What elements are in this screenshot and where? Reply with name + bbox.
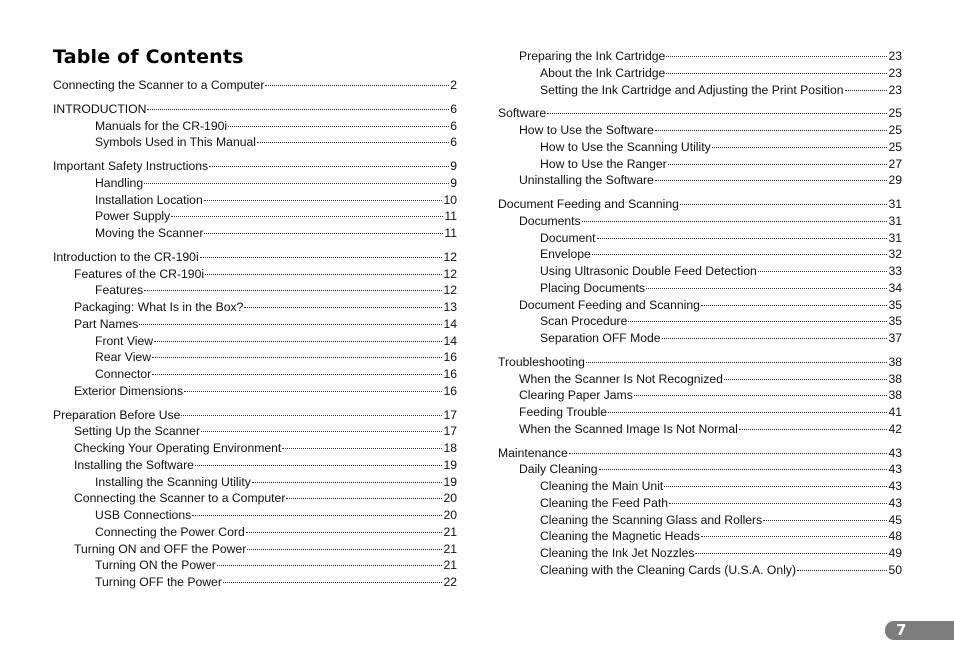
toc-entry[interactable] bbox=[53, 457, 457, 474]
dot-leader bbox=[599, 469, 888, 470]
toc-entry-label: Document Feeding and Scanning bbox=[519, 297, 700, 312]
dot-leader bbox=[646, 288, 887, 289]
dot-leader bbox=[701, 305, 888, 306]
toc-entry-label: Features of the CR-190i bbox=[74, 266, 205, 281]
toc-entry-page: 25 bbox=[888, 106, 902, 121]
toc-entry-label: Clearing Paper Jams bbox=[519, 388, 633, 403]
toc-entry-page: 16 bbox=[443, 350, 457, 365]
dot-leader bbox=[597, 238, 888, 239]
dot-leader bbox=[152, 357, 442, 358]
dot-leader bbox=[668, 164, 888, 165]
toc-entry-page: 49 bbox=[888, 546, 902, 560]
toc-entry-label: Envelope bbox=[540, 247, 591, 262]
toc-entry[interactable] bbox=[498, 545, 902, 562]
dot-leader bbox=[144, 183, 449, 184]
toc-entry-page: 21 bbox=[443, 558, 457, 573]
toc-entry[interactable] bbox=[53, 333, 457, 350]
toc-entry[interactable] bbox=[498, 246, 902, 263]
toc-entry-label: Preparation Before Use bbox=[53, 407, 181, 422]
toc-entry-page: 31 bbox=[888, 213, 902, 228]
toc-entry-label: Exterior Dimensions bbox=[74, 383, 184, 398]
toc-entry[interactable] bbox=[53, 574, 457, 591]
dot-leader bbox=[582, 221, 888, 222]
toc-entry[interactable] bbox=[498, 512, 902, 529]
toc-entry-page: 18 bbox=[443, 441, 457, 455]
toc-entry[interactable] bbox=[498, 528, 902, 545]
toc-entry[interactable] bbox=[498, 230, 902, 247]
toc-entry[interactable] bbox=[53, 490, 457, 507]
toc-entry-page: 43 bbox=[888, 462, 902, 477]
dot-leader bbox=[139, 324, 442, 325]
toc-entry-label: Checking Your Operating Environment bbox=[74, 441, 282, 455]
toc-entry[interactable] bbox=[498, 354, 902, 371]
toc-entry-page: 42 bbox=[888, 421, 902, 436]
toc-entry-label: Turning ON the Power bbox=[95, 558, 216, 573]
toc-entry[interactable] bbox=[498, 139, 902, 156]
toc-entry-label: Connecting the Scanner to a Computer bbox=[74, 491, 286, 506]
toc-entry[interactable] bbox=[498, 196, 902, 213]
toc-entry-label: Connecting the Scanner to a Computer bbox=[53, 78, 265, 92]
toc-entry[interactable] bbox=[498, 495, 902, 512]
toc-entry-label: How to Use the Software bbox=[519, 123, 654, 137]
dot-leader bbox=[695, 553, 887, 554]
toc-entry[interactable] bbox=[53, 349, 457, 366]
dot-leader bbox=[845, 90, 888, 91]
toc-entry[interactable] bbox=[53, 77, 457, 94]
toc-entry-page: 12 bbox=[443, 283, 457, 298]
toc-entry[interactable] bbox=[498, 122, 902, 139]
toc-entry[interactable] bbox=[498, 105, 902, 122]
toc-entry[interactable] bbox=[498, 263, 902, 280]
toc-entry-page: 11 bbox=[444, 226, 457, 240]
dot-leader bbox=[205, 274, 442, 275]
toc-entry[interactable] bbox=[53, 101, 457, 118]
toc-entry[interactable] bbox=[53, 192, 457, 209]
dot-leader bbox=[739, 429, 888, 430]
toc-entry[interactable] bbox=[53, 175, 457, 192]
toc-entry-page: 23 bbox=[888, 49, 902, 63]
toc-entry-page: 6 bbox=[450, 101, 457, 116]
dot-leader bbox=[628, 321, 887, 322]
toc-entry-label: Scan Procedure bbox=[540, 314, 628, 329]
toc-entry-page: 43 bbox=[888, 495, 902, 510]
toc-entry-page: 19 bbox=[443, 457, 457, 472]
toc-entry-label: Cleaning the Magnetic Heads bbox=[540, 529, 700, 544]
dot-leader bbox=[144, 290, 442, 291]
toc-entry-label: Handling bbox=[95, 175, 144, 190]
toc-entry-label: Power Supply bbox=[95, 209, 171, 224]
toc-entry-label: How to Use the Ranger bbox=[540, 156, 667, 171]
toc-entry-page: 14 bbox=[443, 316, 457, 331]
toc-entry-page: 2 bbox=[450, 78, 457, 92]
toc-entry[interactable] bbox=[53, 225, 457, 242]
dot-leader bbox=[662, 338, 888, 339]
toc-entry[interactable] bbox=[498, 82, 902, 99]
toc-entry[interactable] bbox=[53, 316, 457, 333]
dot-leader bbox=[192, 515, 442, 516]
dot-leader bbox=[200, 257, 443, 258]
dot-leader bbox=[252, 482, 443, 483]
toc-entry[interactable] bbox=[498, 404, 902, 421]
dot-leader bbox=[680, 204, 888, 205]
toc-entry[interactable] bbox=[498, 297, 902, 314]
toc-entry-label: Cleaning the Scanning Glass and Rollers bbox=[540, 512, 763, 527]
toc-entry[interactable] bbox=[53, 366, 457, 383]
dot-leader bbox=[184, 391, 442, 392]
toc-entry-label: Cleaning the Feed Path bbox=[540, 495, 669, 510]
toc-entry-label: Important Safety Instructions bbox=[53, 159, 209, 173]
toc-entry-label: Maintenance bbox=[498, 445, 568, 460]
toc-entry-page: 6 bbox=[450, 135, 457, 150]
dot-leader bbox=[797, 570, 887, 571]
toc-entry-label: Front View bbox=[95, 333, 154, 348]
dot-leader bbox=[223, 582, 443, 583]
toc-entry-label: Separation OFF Mode bbox=[540, 331, 661, 345]
toc-entry[interactable] bbox=[53, 208, 457, 225]
toc-entry-label: When the Scanned Image Is Not Normal bbox=[519, 421, 738, 436]
toc-entry-page: 10 bbox=[443, 192, 457, 207]
toc-entry-page: 9 bbox=[450, 159, 457, 173]
toc-entry[interactable] bbox=[498, 371, 902, 388]
toc-entry[interactable] bbox=[498, 387, 902, 404]
dot-leader bbox=[569, 453, 888, 454]
toc-entry[interactable] bbox=[53, 383, 457, 400]
dot-leader bbox=[592, 254, 888, 255]
dot-leader bbox=[763, 520, 887, 521]
dot-leader bbox=[666, 73, 887, 74]
toc-entry[interactable] bbox=[53, 266, 457, 283]
toc-entry-page: 25 bbox=[888, 139, 902, 154]
toc-right-column bbox=[498, 48, 902, 579]
toc-entry-label: USB Connections bbox=[95, 508, 192, 522]
toc-entry-page: 45 bbox=[888, 512, 902, 527]
toc-entry-page: 25 bbox=[888, 123, 902, 137]
dot-leader bbox=[664, 486, 887, 487]
dot-leader bbox=[608, 412, 887, 413]
dot-leader bbox=[257, 142, 449, 143]
toc-entry-label: Setting Up the Scanner bbox=[74, 424, 201, 439]
toc-entry-label: Installing the Software bbox=[74, 457, 194, 472]
toc-entry-page: 19 bbox=[443, 474, 457, 489]
dot-leader bbox=[247, 549, 442, 550]
toc-entry-page: 23 bbox=[888, 82, 902, 97]
toc-entry[interactable] bbox=[53, 249, 457, 266]
dot-leader bbox=[282, 448, 442, 449]
toc-entry-page: 12 bbox=[443, 249, 457, 264]
toc-entry-page: 35 bbox=[888, 297, 902, 312]
toc-entry[interactable] bbox=[53, 158, 457, 175]
toc-entry[interactable] bbox=[498, 445, 902, 462]
toc-entry-page: 38 bbox=[888, 371, 902, 386]
toc-entry[interactable] bbox=[53, 299, 457, 316]
toc-entry-page: 34 bbox=[888, 280, 902, 295]
toc-entry-label: How to Use the Scanning Utility bbox=[540, 139, 711, 154]
toc-entry-page: 33 bbox=[888, 264, 902, 278]
toc-entry-page: 22 bbox=[443, 575, 457, 589]
toc-entry[interactable] bbox=[53, 423, 457, 440]
toc-entry[interactable] bbox=[53, 118, 457, 135]
toc-entry-page: 16 bbox=[443, 367, 457, 381]
toc-entry-page: 17 bbox=[443, 407, 457, 422]
toc-entry-label: Uninstalling the Software bbox=[519, 173, 654, 188]
toc-left-column bbox=[53, 77, 457, 591]
toc-entry-label: Features bbox=[95, 283, 144, 298]
toc-entry-label: Daily Cleaning bbox=[519, 462, 598, 477]
toc-entry-page: 12 bbox=[443, 266, 457, 281]
toc-entry-label: Troubleshooting bbox=[498, 354, 585, 369]
toc-entry-page: 13 bbox=[443, 300, 457, 314]
dot-leader bbox=[201, 431, 442, 432]
toc-entry[interactable] bbox=[53, 134, 457, 151]
toc-entry-label: Manuals for the CR-190i bbox=[95, 118, 228, 133]
toc-entry-page: 23 bbox=[888, 65, 902, 80]
toc-entry-page: 50 bbox=[888, 562, 902, 577]
toc-entry-page: 20 bbox=[443, 491, 457, 506]
toc-entry-label: Installation Location bbox=[95, 192, 203, 207]
toc-entry-label: Cleaning with the Cleaning Cards (U.S.A. Only) bbox=[540, 562, 797, 577]
toc-entry-label: Packaging: What Is in the Box? bbox=[74, 300, 244, 314]
toc-entry-label: Connecting the Power Cord bbox=[95, 524, 245, 539]
toc-entry[interactable] bbox=[53, 557, 457, 574]
dot-leader bbox=[171, 216, 443, 217]
toc-entry-page: 38 bbox=[888, 354, 902, 369]
dot-leader bbox=[655, 180, 888, 181]
dot-leader bbox=[724, 379, 888, 380]
page-number-badge bbox=[885, 621, 954, 640]
toc-entry-page: 20 bbox=[443, 508, 457, 522]
dot-leader bbox=[758, 271, 888, 272]
toc-entry-label: Software bbox=[498, 106, 547, 121]
toc-entry-label: About the Ink Cartridge bbox=[540, 65, 666, 80]
toc-entry-page: 31 bbox=[888, 197, 902, 211]
toc-entry-page: 17 bbox=[443, 424, 457, 439]
dot-leader bbox=[204, 200, 443, 201]
dot-leader bbox=[666, 56, 887, 57]
toc-entry-label: Turning ON and OFF the Power bbox=[74, 541, 247, 556]
toc-entry-page: 48 bbox=[888, 529, 902, 544]
toc-entry-page: 14 bbox=[443, 333, 457, 348]
toc-entry[interactable] bbox=[498, 330, 902, 347]
dot-leader bbox=[547, 113, 887, 114]
toc-entry-label: Rear View bbox=[95, 350, 151, 365]
toc-entry[interactable] bbox=[498, 478, 902, 495]
toc-entry-page: 38 bbox=[888, 388, 902, 403]
toc-entry[interactable] bbox=[498, 313, 902, 330]
toc-entry-label: Document Feeding and Scanning bbox=[498, 197, 679, 211]
toc-entry-label: Preparing the Ink Cartridge bbox=[519, 49, 666, 63]
toc-entry-label: Part Names bbox=[74, 316, 139, 331]
dot-leader bbox=[204, 233, 443, 234]
toc-entry[interactable] bbox=[498, 172, 902, 189]
toc-entry-page: 29 bbox=[888, 173, 902, 188]
toc-entry-label: Installing the Scanning Utility bbox=[95, 474, 251, 489]
toc-entry-label: Turning OFF the Power bbox=[95, 575, 222, 589]
toc-entry[interactable] bbox=[53, 407, 457, 424]
toc-entry[interactable] bbox=[498, 562, 902, 579]
toc-entry-label: Document bbox=[540, 230, 596, 245]
page-title: Table of Contents bbox=[53, 46, 244, 68]
toc-entry-label: Using Ultrasonic Double Feed Detection bbox=[540, 264, 757, 278]
toc-entry-label: Connector bbox=[95, 367, 152, 381]
toc-entry-page: 6 bbox=[450, 118, 457, 133]
toc-entry[interactable] bbox=[53, 507, 457, 524]
dot-leader bbox=[244, 307, 442, 308]
dot-leader bbox=[181, 415, 442, 416]
toc-entry-label: When the Scanner Is Not Recognized bbox=[519, 371, 723, 386]
toc-entry-label: Introduction to the CR-190i bbox=[53, 249, 199, 264]
toc-entry-label: INTRODUCTION bbox=[53, 101, 147, 116]
dot-leader bbox=[154, 341, 442, 342]
dot-leader bbox=[634, 395, 888, 396]
toc-entry[interactable] bbox=[498, 213, 902, 230]
toc-entry-page: 43 bbox=[888, 479, 902, 493]
toc-entry[interactable] bbox=[498, 280, 902, 297]
toc-entry-label: Placing Documents bbox=[540, 280, 645, 295]
dot-leader bbox=[286, 498, 442, 499]
toc-entry[interactable] bbox=[498, 461, 902, 478]
toc-entry[interactable] bbox=[53, 474, 457, 491]
toc-entry[interactable] bbox=[53, 440, 457, 457]
toc-entry[interactable] bbox=[53, 282, 457, 299]
toc-entry-page: 21 bbox=[443, 541, 457, 556]
dot-leader bbox=[265, 85, 449, 86]
toc-entry[interactable] bbox=[498, 65, 902, 82]
toc-entry-label: Moving the Scanner bbox=[95, 226, 204, 240]
dot-leader bbox=[152, 374, 442, 375]
toc-entry-page: 32 bbox=[888, 247, 902, 262]
dot-leader bbox=[246, 532, 443, 533]
dot-leader bbox=[147, 109, 449, 110]
toc-entry[interactable] bbox=[498, 421, 902, 438]
toc-entry[interactable] bbox=[498, 156, 902, 173]
toc-entry-label: Cleaning the Ink Jet Nozzles bbox=[540, 546, 695, 560]
toc-entry-page: 9 bbox=[450, 175, 457, 190]
dot-leader bbox=[228, 126, 449, 127]
toc-entry[interactable] bbox=[53, 541, 457, 558]
toc-entry-page: 35 bbox=[888, 314, 902, 329]
toc-entry-label: Symbols Used in This Manual bbox=[95, 135, 256, 150]
toc-entry-label: Feeding Trouble bbox=[519, 405, 608, 419]
toc-entry-page: 16 bbox=[443, 383, 457, 398]
toc-entry-page: 27 bbox=[888, 156, 902, 171]
page-number: 7 bbox=[896, 621, 907, 639]
toc-entry[interactable] bbox=[53, 524, 457, 541]
toc-entry-page: 41 bbox=[888, 405, 902, 419]
toc-entry-label: Setting the Ink Cartridge and Adjusting the Print Position bbox=[540, 82, 844, 97]
toc-entry[interactable] bbox=[498, 48, 902, 65]
toc-entry-label: Cleaning the Main Unit bbox=[540, 479, 664, 493]
dot-leader bbox=[217, 565, 443, 566]
toc-entry-page: 31 bbox=[888, 230, 902, 245]
dot-leader bbox=[712, 147, 888, 148]
dot-leader bbox=[669, 503, 887, 504]
toc-entry-page: 43 bbox=[888, 445, 902, 460]
toc-entry-page: 11 bbox=[444, 209, 457, 224]
dot-leader bbox=[209, 166, 449, 167]
toc-entry-page: 21 bbox=[443, 524, 457, 539]
dot-leader bbox=[655, 130, 888, 131]
dot-leader bbox=[195, 465, 443, 466]
toc-entry-page: 37 bbox=[888, 331, 902, 345]
dot-leader bbox=[701, 536, 888, 537]
dot-leader bbox=[586, 362, 887, 363]
toc-entry-label: Documents bbox=[519, 213, 581, 228]
